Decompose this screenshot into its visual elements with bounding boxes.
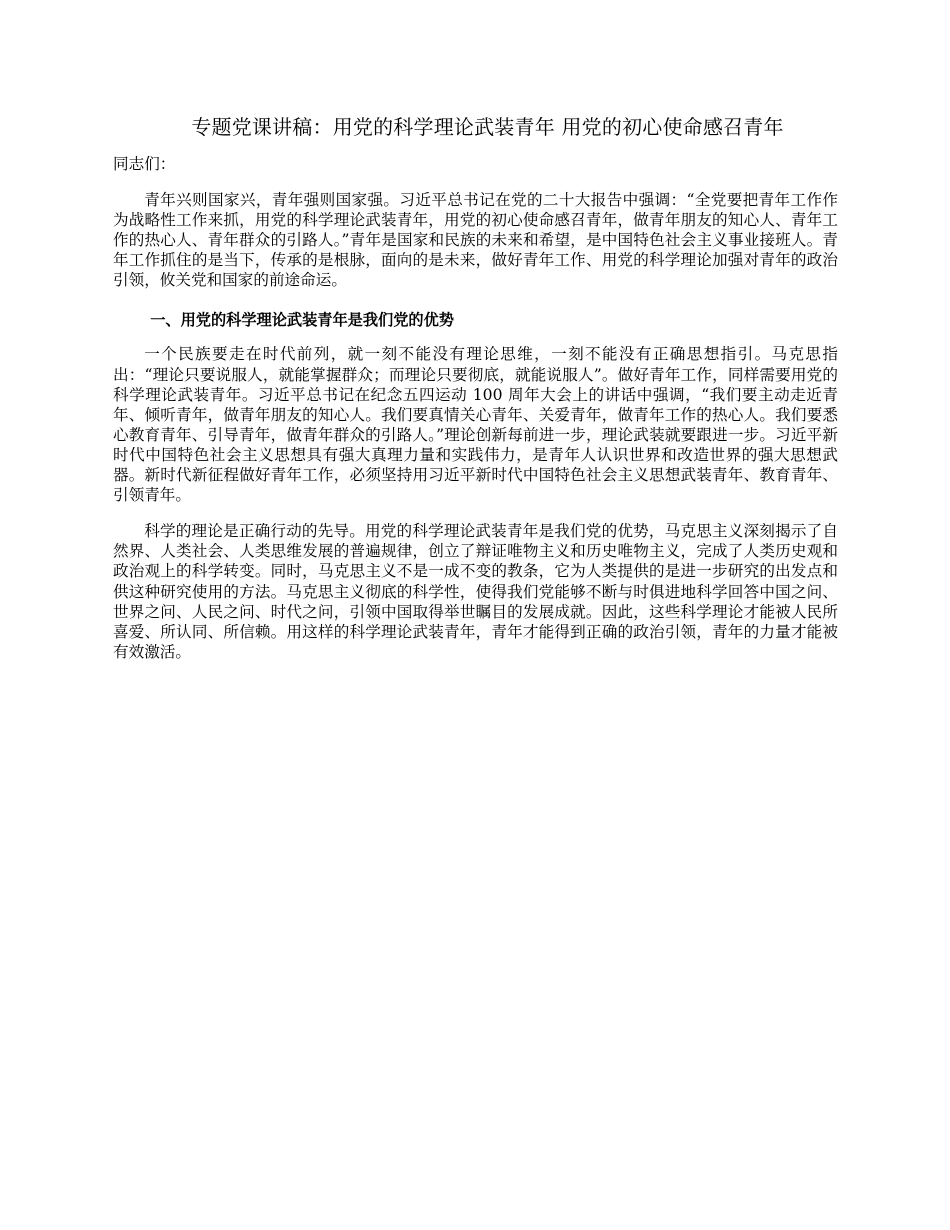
document-title: 专题党课讲稿：用党的科学理论武装青年 用党的初心使命感召青年 (191, 115, 784, 139)
paragraph-science: 科学的理论是正确行动的先导。用党的科学理论武装青年是我们党的优势，马克思主义深刻揭示了自然界、人类社会、人类思维发展的普遍规律，创立了辩证唯物主义和历史唯物主义，完成了人类历史观和政治观上的科学转变。同时，马克思主义不是一成不变的教条，它为人类提供的是进一步研究的出发点和供这种研究使用的方法。马克思主义彻底的科学性，使得我们党能够不断与时俱进地科学回答中国之问、世界之问、人民之问、时代之问，引领中国取得举世瞩目的发展成就。因此，这些科学理论才能被人民所喜爱、所认同、所信赖。用这样的科学理论武装青年，青年才能得到正确的政治引领，青年的力量才能被有效激活。 (113, 522, 838, 661)
document-body (113, 112, 838, 662)
paragraph-intro: 青年兴则国家兴，青年强则国家强。习近平总书记在党的二十大报告中强调：“全党要把青年工作作为战略性工作来抓，用党的科学理论武装青年，用党的初心使命感召青年，做青年朋友的知心人、青年工作的热心人、青年群众的引路人。”青年是国家和民族的未来和希望，是中国特色社会主义事业接班人。青年工作抓住的是当下，传承的是根脉，面向的是未来，做好青年工作、用党的科学理论加强对青年的政治引领，攸关党和国家的前途命运。 (113, 191, 838, 290)
section-heading-1: 一、用党的科学理论武装青年是我们党的优势 (150, 311, 454, 330)
paragraph-theory: 一个民族要走在时代前列，就一刻不能没有理论思维，一刻不能没有正确思想指引。马克思指出：“理论只要说服人，就能掌握群众；而理论只要彻底，就能说服人”。做好青年工作，同样需要用党的科学理论武装青年。习近平总书记在纪念五四运动 100 周年大会上的讲话中强调，“我们要主动走近青年、倾听青年，做青年朋友的知心人。我们要真情关心青年、关爱青年，做青年工作的热心人。我们要悉心教育青年、引导青年，做青年群众的引路人。”理论创新每前进一步，理论武装就要跟进一步。习近平新时代中国特色社会主义思想具有强大真理力量和实践伟力，是青年人认识世界和改造世界的强大思想武器。新时代新征程做好青年工作，必须坚持用习近平新时代中国特色社会主义思想武装青年、教育青年、引领青年。 (113, 345, 838, 505)
greeting: 同志们： (113, 155, 176, 173)
